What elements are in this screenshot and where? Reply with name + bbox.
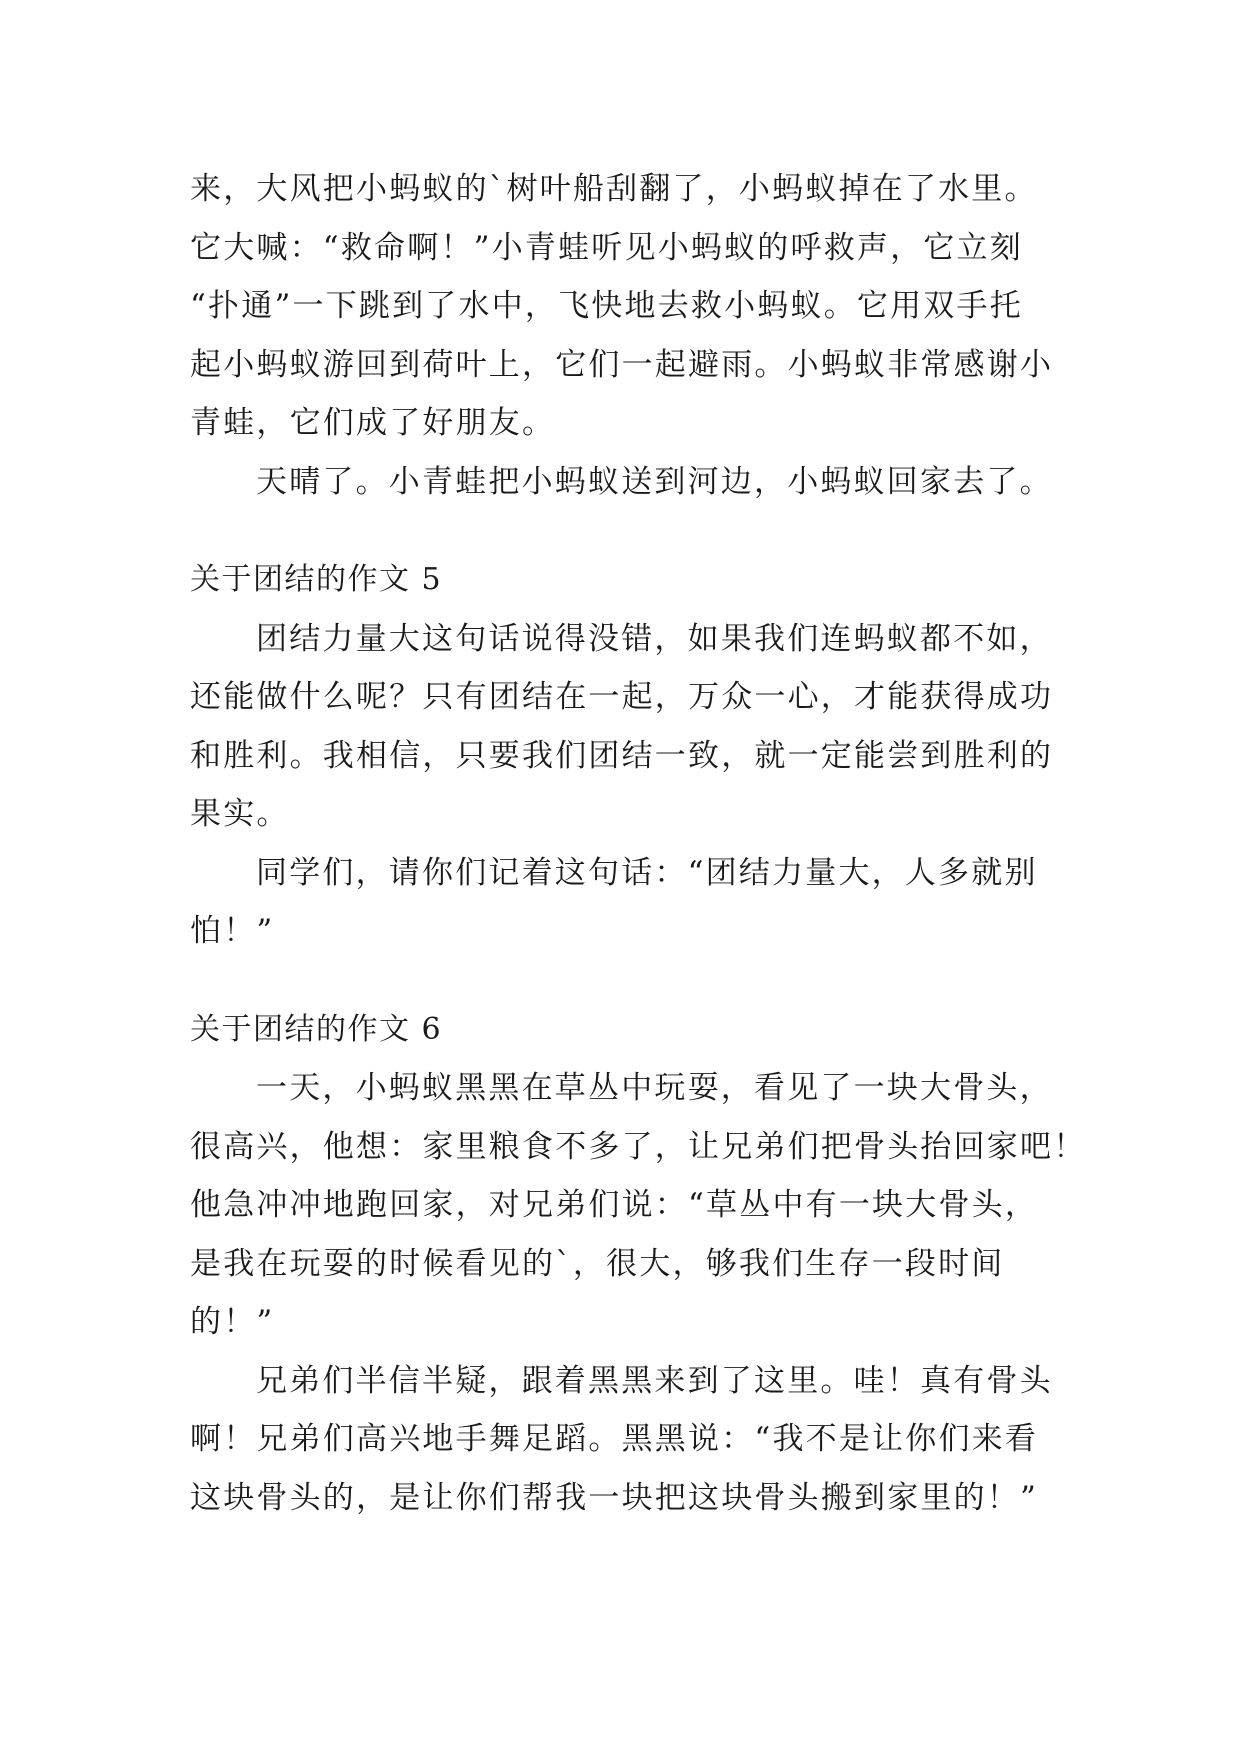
text-line: 是我在玩耍的时候看见的`，很大，够我们生存一段时间 [190, 1245, 1005, 1282]
essay5-paragraph-1 [190, 610, 1070, 844]
spacer [190, 511, 1070, 551]
essay6-paragraph-2 [190, 1352, 1070, 1528]
text-line: “扑通”一下跳到了水中，飞快地去救小蚂蚁。它用双手托 [190, 288, 1023, 324]
text-line: 他急冲冲地跑回家，对兄弟们说：“草丛中有一块大骨头， [190, 1187, 1039, 1223]
essay5-paragraph-2 [190, 844, 1070, 961]
text-line: 它大喊：“救命啊！”小青蛙听见小蚂蚁的呼救声，它立刻 [190, 229, 1023, 266]
text-line: 青蛙，它们成了好朋友。 [190, 405, 556, 441]
text-line: 还能做什么呢？只有团结在一起，万众一心，才能获得成功 [190, 679, 1054, 715]
text-line: 一天，小蚂蚁黑黑在草丛中玩耍，看见了一块大骨头， [256, 1070, 1053, 1106]
text-line: 起小蚂蚁游回到荷叶上，它们一起避雨。小蚂蚁非常感谢小 [190, 346, 1054, 383]
text-line: 这块骨头的，是让你们帮我一块把这块骨头搬到家里的！” [190, 1479, 1039, 1516]
text-line: 果实。 [190, 796, 290, 832]
text-line: 啊！兄弟们高兴地手舞足蹈。黑黑说：“我不是让你们来看 [190, 1421, 1039, 1457]
essay-heading-5: 关于团结的作文 5 [190, 562, 443, 597]
paragraph-frog-rescue [190, 160, 1070, 453]
paragraph-sunny [190, 453, 1070, 512]
text-line: 怕！” [190, 913, 275, 949]
text-line: 同学们，请你们记着这句话：“团结力量大，人多就别 [256, 854, 1038, 891]
text-line: 和胜利。我相信，只要我们团结一致，就一定能尝到胜利的 [190, 737, 1054, 774]
text-line: 来，大风把小蚂蚁的`树叶船刮翻了，小蚂蚁掉在了水里。 [190, 171, 1038, 207]
text-line: 的！” [190, 1304, 275, 1340]
essay-heading-6: 关于团结的作文 6 [190, 1011, 443, 1047]
text-line: 天晴了。小青蛙把小蚂蚁送到河边，小蚂蚁回家去了。 [256, 463, 1053, 500]
essay6-paragraph-1 [190, 1059, 1087, 1352]
document-body [190, 160, 1087, 1527]
text-line: 很高兴，他想：家里粮食不多了，让兄弟们把骨头抬回家吧！ [190, 1128, 1087, 1165]
spacer [190, 961, 1070, 1001]
text-line: 团结力量大这句话说得没错，如果我们连蚂蚁都不如， [256, 620, 1053, 657]
text-line: 兄弟们半信半疑，跟着黑黑来到了这里。哇！真有骨头 [256, 1362, 1053, 1399]
